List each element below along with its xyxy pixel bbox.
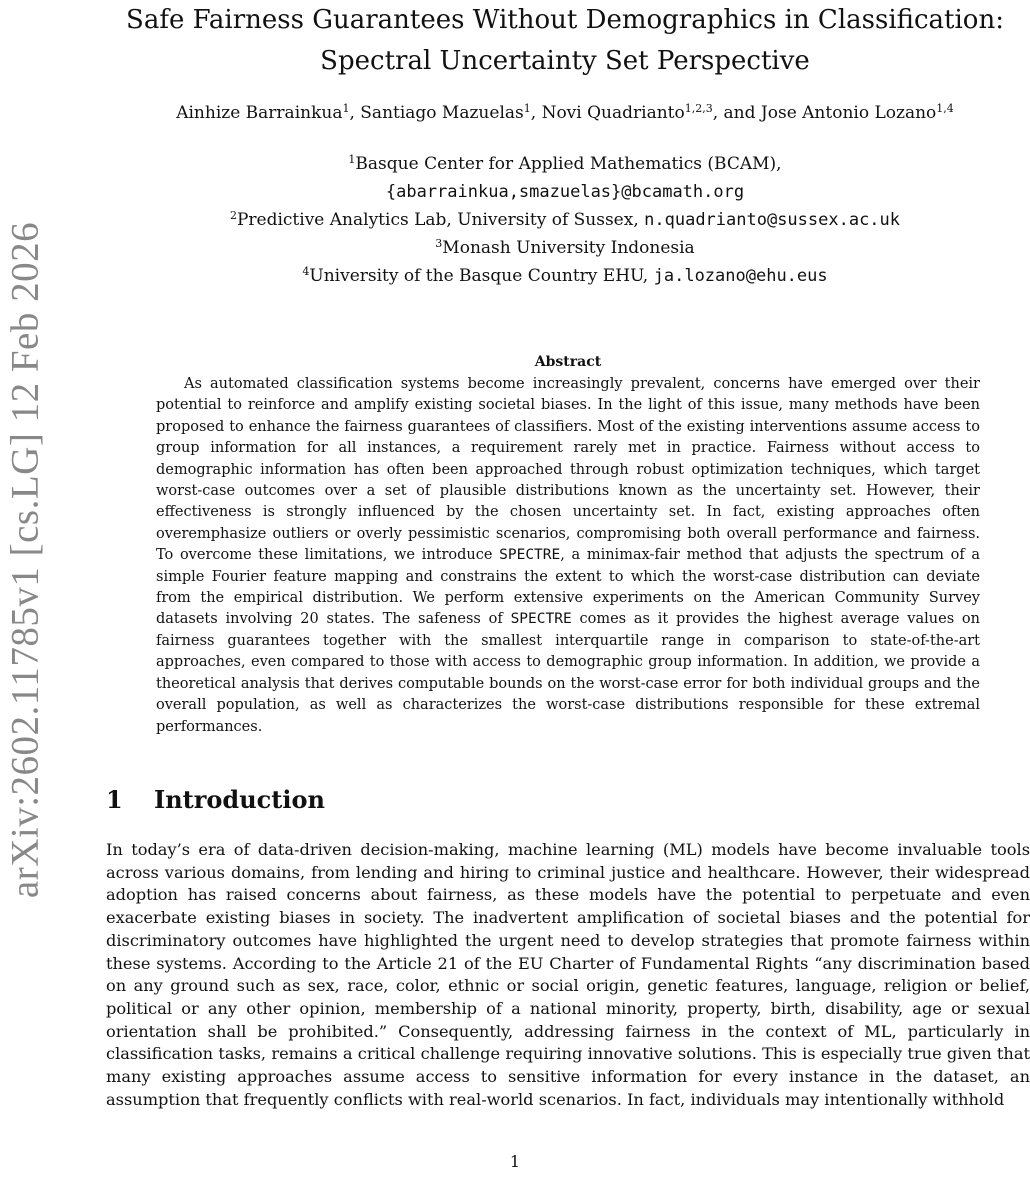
abstract-section [156,354,980,738]
abstract-text: As automated classification systems become increasingly prevalent, concerns have emerged over their potential to reinforce and amplify existing societal biases. In the light of this issue, many methods have been proposed to enhance the fairness guarantees of classifiers. Most of the existing interventions assume access to group information for all instances, a requirement rarely met in practice. Fairness without access to demographic information has often been approached through robust optimization techniques, which target worst-case outcomes over a set of plausible distributions known as the uncertainty set. However, their effectiveness is strongly influenced by the chosen uncertainty set. In fact, existing approaches often overemphasize outliers or overly pessimistic scenarios, compromising both overall performance and fairness. To overcome these limitations, we introduce [156,376,980,564]
affiliation-text: Monash University Indonesia [442,238,695,258]
page-number: 1 [509,1152,521,1171]
author-affiliation-mark: 1 [342,101,350,115]
affiliation-line [100,178,1030,206]
author-email: {abarrainkua,smazuelas}@bcamath.org [385,182,745,202]
arxiv-identifier-text: arXiv:2602.11785v1 [cs.LG] 12 Feb 2026 [3,221,47,899]
abstract-text: comes as it provides the highest average values on fairness guarantees together with the smallest interquartile range in comparison to state-of-the-art approaches, even compared to those with access to demographic group information. In addition, we provide a theoretical analysis that derives computable bounds on the worst-case error for both individual groups and the overall population, as well as characterizes the worst-case distributions responsible for these extremal performances. [156,611,980,735]
method-name-spectre: SPECTRE [510,611,572,628]
author-affiliation-mark: 1,2,3 [684,101,713,115]
author-name: Jose Antonio Lozano [760,103,937,123]
introduction-paragraph: In today’s era of data-driven decision-making, machine learning (ML) models have become invaluable tools across various domains, from lending and hiring to criminal justice and healthcare. However, their widespread adoption has raised concerns about fairness, as these models have the potential to perpetuate and even exacerbate existing biases in society. The inadvertent amplification of societal biases and the potential for discriminatory outcomes have highlighted the urgent need to develop strategies that promote fairness within these systems. According to the Article 21 of the EU Charter of Fundamental Rights “any discrimination based on any ground such as sex, race, color, ethnic or social origin, genetic features, language, religion or belief, political or any other opinion, membership of a national minority, property, birth, disability, age or sexual orientation shall be prohibited.” Consequently, addressing fairness in the context of ML, particularly in classification tasks, remains a critical challenge requiring innovative solutions. This is especially true given that many existing approaches assume access to sensitive information for every instance in the dataset, an assumption that frequently conflicts with real-world scenarios. In fact, individuals may intentionally withhold [106,840,1030,1109]
method-name-spectre: SPECTRE [499,547,561,564]
arxiv-identifier-stamp [0,210,50,910]
affiliation-text: Basque Center for Applied Mathematics (BCAM), [355,154,782,174]
author-affiliation-mark: 1 [523,101,531,115]
section-heading-introduction [106,785,325,814]
author-name: Santiago Mazuelas [360,103,524,123]
affiliation-text: Predictive Analytics Lab, University of Sussex, [236,210,645,230]
author-email: ja.lozano@ehu.eus [653,266,828,286]
affiliation-line [100,206,1030,234]
affiliation-text: University of the Basque Country EHU, [309,266,654,286]
abstract-heading: Abstract [534,354,602,370]
affiliation-line [100,234,1030,262]
section-title: Introduction [154,785,325,814]
paper-title-line-1: Safe Fairness Guarantees Without Demographics in Classification: [126,5,1004,35]
paper-title-line-2: Spectral Uncertainty Set Perspective [320,46,810,76]
section-number: 1 [106,785,123,814]
abstract-body [156,374,980,738]
author-name: Novi Quadrianto [541,103,685,123]
affiliation-mark: 1 [348,152,356,166]
author-separator: , [530,103,542,123]
paper-title [100,0,1030,82]
author-separator: , and [712,103,761,123]
author-name: Ainhize Barrainkua [176,103,343,123]
affiliation-line [100,150,1030,178]
author-affiliation-mark: 1,4 [936,101,954,115]
affiliation-mark: 3 [435,236,443,250]
author-separator: , [349,103,361,123]
abstract-text: , a minimax-fair method that adjusts the spectrum of a simple Fourier feature mapping and constrains the extent to which the worst-case distribution can deviate from the empirical distribution. We perform extensive experiments on the American Community Survey datasets involving 20 states. The safeness of [156,547,980,628]
author-list [100,103,1030,123]
affiliation-list [100,150,1030,290]
affiliation-mark: 4 [302,264,310,278]
author-email: n.quadrianto@sussex.ac.uk [644,210,901,230]
affiliation-mark: 2 [229,208,237,222]
affiliation-line [100,262,1030,290]
